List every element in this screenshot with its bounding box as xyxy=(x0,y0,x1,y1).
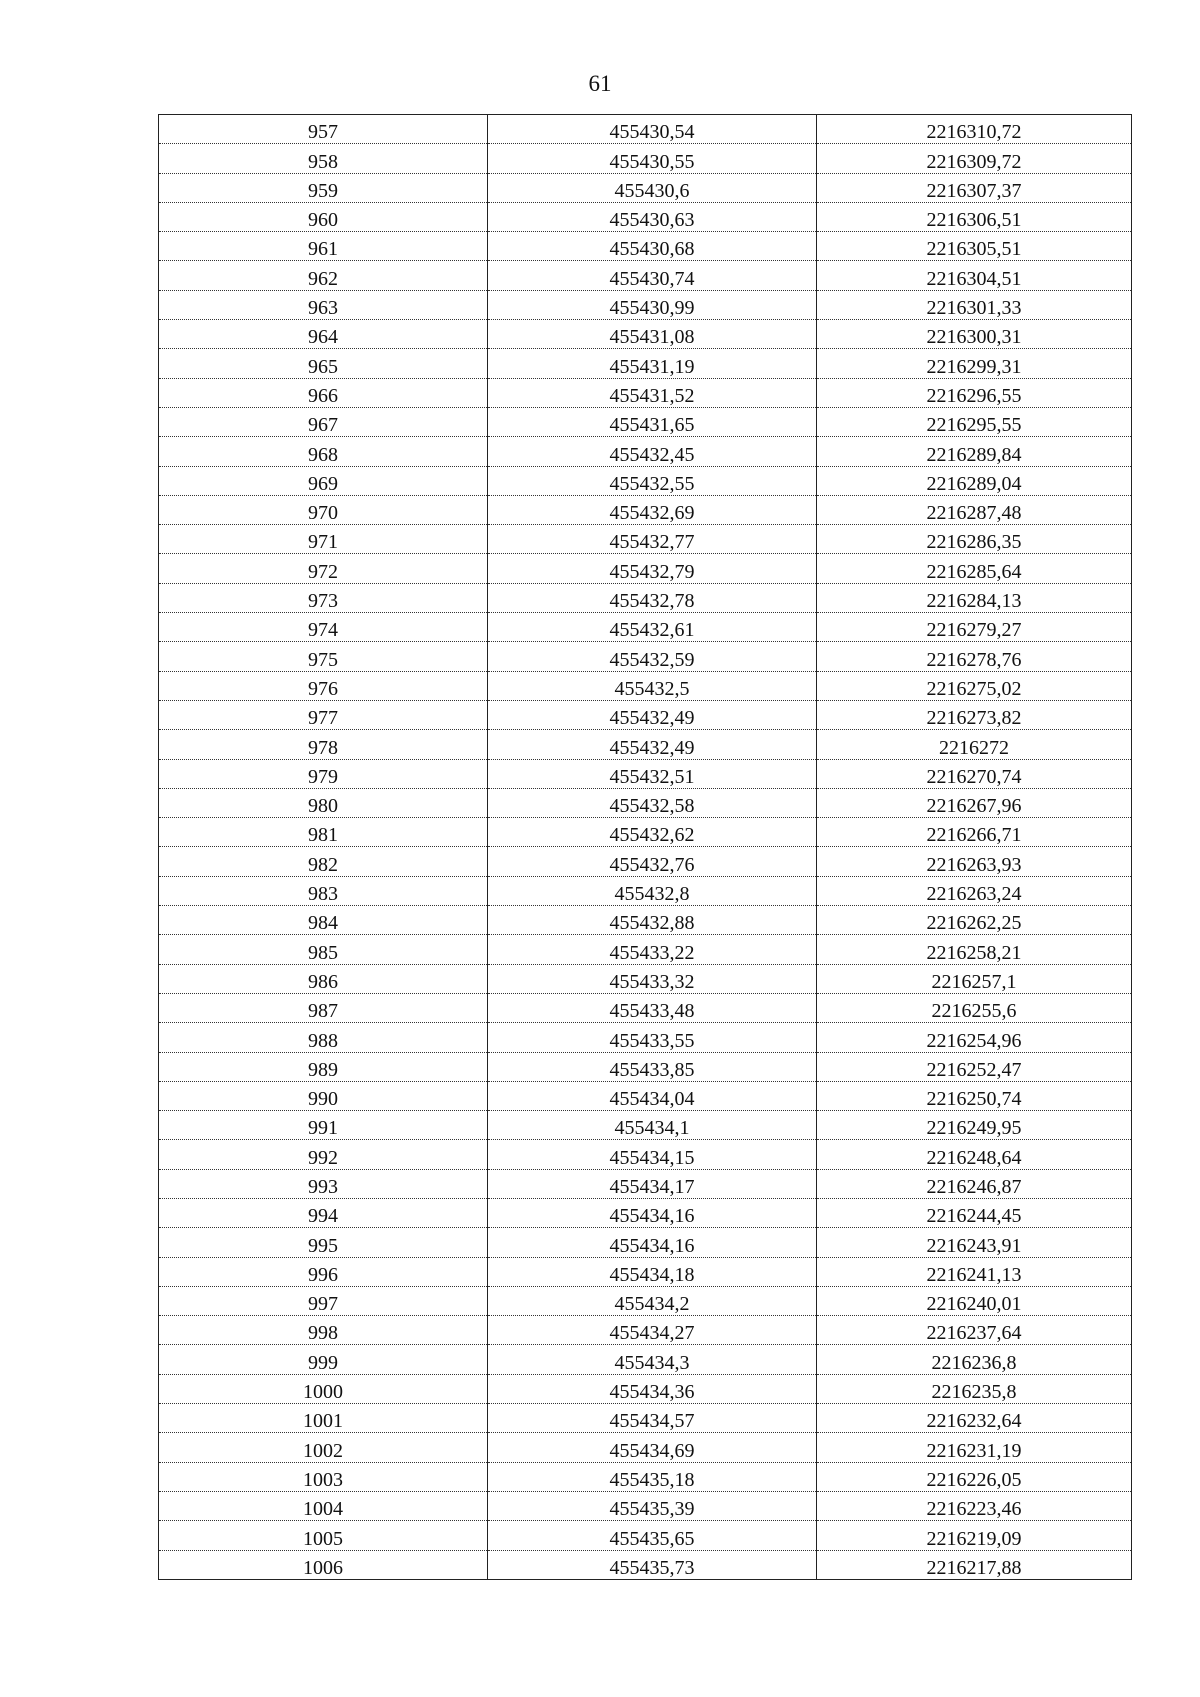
y-coordinate-cell: 2216263,93 xyxy=(817,847,1132,876)
y-coordinate-cell: 2216289,84 xyxy=(817,437,1132,466)
table-row xyxy=(159,466,1132,495)
y-coordinate-cell: 2216243,91 xyxy=(817,1228,1132,1257)
x-coordinate-cell: 455432,49 xyxy=(488,730,817,759)
point-number-cell: 958 xyxy=(159,144,488,173)
point-number-cell: 968 xyxy=(159,437,488,466)
x-coordinate-cell: 455435,73 xyxy=(488,1550,817,1579)
y-coordinate-cell: 2216304,51 xyxy=(817,261,1132,290)
point-number-cell: 991 xyxy=(159,1111,488,1140)
point-number-cell: 961 xyxy=(159,232,488,261)
x-coordinate-cell: 455432,5 xyxy=(488,671,817,700)
table-row xyxy=(159,788,1132,817)
table-row xyxy=(159,818,1132,847)
x-coordinate-cell: 455430,74 xyxy=(488,261,817,290)
y-coordinate-cell: 2216296,55 xyxy=(817,378,1132,407)
table-row xyxy=(159,1374,1132,1403)
y-coordinate-cell: 2216266,71 xyxy=(817,818,1132,847)
point-number-cell: 967 xyxy=(159,407,488,436)
table-row xyxy=(159,876,1132,905)
y-coordinate-cell: 2216275,02 xyxy=(817,671,1132,700)
table-row xyxy=(159,1491,1132,1520)
x-coordinate-cell: 455434,16 xyxy=(488,1198,817,1227)
point-number-cell: 980 xyxy=(159,788,488,817)
y-coordinate-cell: 2216289,04 xyxy=(817,466,1132,495)
x-coordinate-cell: 455434,17 xyxy=(488,1169,817,1198)
y-coordinate-cell: 2216223,46 xyxy=(817,1491,1132,1520)
table-row xyxy=(159,847,1132,876)
point-number-cell: 987 xyxy=(159,993,488,1022)
point-number-cell: 994 xyxy=(159,1198,488,1227)
table-row xyxy=(159,1550,1132,1579)
y-coordinate-cell: 2216307,37 xyxy=(817,173,1132,202)
x-coordinate-cell: 455432,8 xyxy=(488,876,817,905)
point-number-cell: 995 xyxy=(159,1228,488,1257)
y-coordinate-cell: 2216285,64 xyxy=(817,554,1132,583)
x-coordinate-cell: 455433,32 xyxy=(488,964,817,993)
table-row xyxy=(159,1052,1132,1081)
point-number-cell: 988 xyxy=(159,1023,488,1052)
table-row xyxy=(159,1286,1132,1315)
y-coordinate-cell: 2216246,87 xyxy=(817,1169,1132,1198)
y-coordinate-cell: 2216252,47 xyxy=(817,1052,1132,1081)
point-number-cell: 986 xyxy=(159,964,488,993)
y-coordinate-cell: 2216263,24 xyxy=(817,876,1132,905)
table-row xyxy=(159,1228,1132,1257)
x-coordinate-cell: 455432,78 xyxy=(488,583,817,612)
table-row xyxy=(159,261,1132,290)
x-coordinate-cell: 455432,62 xyxy=(488,818,817,847)
y-coordinate-cell: 2216270,74 xyxy=(817,759,1132,788)
x-coordinate-cell: 455434,27 xyxy=(488,1316,817,1345)
y-coordinate-cell: 2216306,51 xyxy=(817,202,1132,231)
x-coordinate-cell: 455432,49 xyxy=(488,700,817,729)
point-number-cell: 978 xyxy=(159,730,488,759)
x-coordinate-cell: 455434,3 xyxy=(488,1345,817,1374)
coordinates-table xyxy=(158,114,1132,1580)
page-number: 61 xyxy=(588,71,612,96)
table-row xyxy=(159,993,1132,1022)
x-coordinate-cell: 455432,55 xyxy=(488,466,817,495)
y-coordinate-cell: 2216286,35 xyxy=(817,525,1132,554)
x-coordinate-cell: 455433,85 xyxy=(488,1052,817,1081)
x-coordinate-cell: 455430,99 xyxy=(488,290,817,319)
table-row xyxy=(159,1023,1132,1052)
table-row xyxy=(159,1433,1132,1462)
table-row xyxy=(159,613,1132,642)
y-coordinate-cell: 2216249,95 xyxy=(817,1111,1132,1140)
y-coordinate-cell: 2216248,64 xyxy=(817,1140,1132,1169)
point-number-cell: 964 xyxy=(159,320,488,349)
x-coordinate-cell: 455432,61 xyxy=(488,613,817,642)
x-coordinate-cell: 455432,45 xyxy=(488,437,817,466)
point-number-cell: 1001 xyxy=(159,1404,488,1433)
point-number-cell: 974 xyxy=(159,613,488,642)
point-number-cell: 963 xyxy=(159,290,488,319)
point-number-cell: 993 xyxy=(159,1169,488,1198)
table-row xyxy=(159,1140,1132,1169)
table-row xyxy=(159,1081,1132,1110)
point-number-cell: 996 xyxy=(159,1257,488,1286)
point-number-cell: 960 xyxy=(159,202,488,231)
x-coordinate-cell: 455431,19 xyxy=(488,349,817,378)
x-coordinate-cell: 455430,55 xyxy=(488,144,817,173)
point-number-cell: 972 xyxy=(159,554,488,583)
point-number-cell: 999 xyxy=(159,1345,488,1374)
table-row xyxy=(159,437,1132,466)
y-coordinate-cell: 2216254,96 xyxy=(817,1023,1132,1052)
y-coordinate-cell: 2216258,21 xyxy=(817,935,1132,964)
y-coordinate-cell: 2216301,33 xyxy=(817,290,1132,319)
y-coordinate-cell: 2216299,31 xyxy=(817,349,1132,378)
point-number-cell: 973 xyxy=(159,583,488,612)
x-coordinate-cell: 455434,69 xyxy=(488,1433,817,1462)
table-row xyxy=(159,554,1132,583)
x-coordinate-cell: 455432,51 xyxy=(488,759,817,788)
y-coordinate-cell: 2216240,01 xyxy=(817,1286,1132,1315)
table-row xyxy=(159,1198,1132,1227)
y-coordinate-cell: 2216310,72 xyxy=(817,115,1132,144)
y-coordinate-cell: 2216236,8 xyxy=(817,1345,1132,1374)
point-number-cell: 998 xyxy=(159,1316,488,1345)
x-coordinate-cell: 455432,58 xyxy=(488,788,817,817)
y-coordinate-cell: 2216237,64 xyxy=(817,1316,1132,1345)
table-row xyxy=(159,407,1132,436)
table-row xyxy=(159,1521,1132,1550)
point-number-cell: 989 xyxy=(159,1052,488,1081)
y-coordinate-cell: 2216244,45 xyxy=(817,1198,1132,1227)
point-number-cell: 966 xyxy=(159,378,488,407)
point-number-cell: 979 xyxy=(159,759,488,788)
table-row xyxy=(159,583,1132,612)
table-row xyxy=(159,290,1132,319)
y-coordinate-cell: 2216273,82 xyxy=(817,700,1132,729)
x-coordinate-cell: 455432,76 xyxy=(488,847,817,876)
point-number-cell: 1004 xyxy=(159,1491,488,1520)
y-coordinate-cell: 2216235,8 xyxy=(817,1374,1132,1403)
point-number-cell: 957 xyxy=(159,115,488,144)
x-coordinate-cell: 455433,55 xyxy=(488,1023,817,1052)
table-row xyxy=(159,759,1132,788)
y-coordinate-cell: 2216287,48 xyxy=(817,495,1132,524)
point-number-cell: 965 xyxy=(159,349,488,378)
x-coordinate-cell: 455434,16 xyxy=(488,1228,817,1257)
x-coordinate-cell: 455430,63 xyxy=(488,202,817,231)
table-row xyxy=(159,642,1132,671)
table-row xyxy=(159,173,1132,202)
table-row xyxy=(159,1462,1132,1491)
y-coordinate-cell: 2216300,31 xyxy=(817,320,1132,349)
y-coordinate-cell: 2216255,6 xyxy=(817,993,1132,1022)
table-row xyxy=(159,378,1132,407)
y-coordinate-cell: 2216232,64 xyxy=(817,1404,1132,1433)
point-number-cell: 983 xyxy=(159,876,488,905)
x-coordinate-cell: 455434,18 xyxy=(488,1257,817,1286)
x-coordinate-cell: 455434,2 xyxy=(488,1286,817,1315)
y-coordinate-cell: 2216250,74 xyxy=(817,1081,1132,1110)
x-coordinate-cell: 455433,48 xyxy=(488,993,817,1022)
y-coordinate-cell: 2216226,05 xyxy=(817,1462,1132,1491)
point-number-cell: 992 xyxy=(159,1140,488,1169)
table-row xyxy=(159,232,1132,261)
x-coordinate-cell: 455432,77 xyxy=(488,525,817,554)
y-coordinate-cell: 2216262,25 xyxy=(817,906,1132,935)
y-coordinate-cell: 2216217,88 xyxy=(817,1550,1132,1579)
point-number-cell: 982 xyxy=(159,847,488,876)
table-row xyxy=(159,115,1132,144)
table-row xyxy=(159,1169,1132,1198)
table-row xyxy=(159,144,1132,173)
point-number-cell: 997 xyxy=(159,1286,488,1315)
point-number-cell: 969 xyxy=(159,466,488,495)
y-coordinate-cell: 2216309,72 xyxy=(817,144,1132,173)
x-coordinate-cell: 455431,65 xyxy=(488,407,817,436)
x-coordinate-cell: 455435,18 xyxy=(488,1462,817,1491)
x-coordinate-cell: 455433,22 xyxy=(488,935,817,964)
y-coordinate-cell: 2216279,27 xyxy=(817,613,1132,642)
table-row xyxy=(159,1257,1132,1286)
x-coordinate-cell: 455432,79 xyxy=(488,554,817,583)
y-coordinate-cell: 2216295,55 xyxy=(817,407,1132,436)
point-number-cell: 970 xyxy=(159,495,488,524)
x-coordinate-cell: 455432,88 xyxy=(488,906,817,935)
table-row xyxy=(159,730,1132,759)
point-number-cell: 1003 xyxy=(159,1462,488,1491)
table-row xyxy=(159,202,1132,231)
x-coordinate-cell: 455435,65 xyxy=(488,1521,817,1550)
point-number-cell: 1006 xyxy=(159,1550,488,1579)
y-coordinate-cell: 2216241,13 xyxy=(817,1257,1132,1286)
point-number-cell: 981 xyxy=(159,818,488,847)
point-number-cell: 971 xyxy=(159,525,488,554)
table-row xyxy=(159,349,1132,378)
y-coordinate-cell: 2216284,13 xyxy=(817,583,1132,612)
x-coordinate-cell: 455435,39 xyxy=(488,1491,817,1520)
y-coordinate-cell: 2216257,1 xyxy=(817,964,1132,993)
y-coordinate-cell: 2216305,51 xyxy=(817,232,1132,261)
y-coordinate-cell: 2216267,96 xyxy=(817,788,1132,817)
point-number-cell: 1002 xyxy=(159,1433,488,1462)
table-row xyxy=(159,1316,1132,1345)
point-number-cell: 977 xyxy=(159,700,488,729)
x-coordinate-cell: 455430,54 xyxy=(488,115,817,144)
table-row xyxy=(159,320,1132,349)
x-coordinate-cell: 455434,1 xyxy=(488,1111,817,1140)
table-row xyxy=(159,495,1132,524)
point-number-cell: 985 xyxy=(159,935,488,964)
point-number-cell: 975 xyxy=(159,642,488,671)
point-number-cell: 976 xyxy=(159,671,488,700)
y-coordinate-cell: 2216278,76 xyxy=(817,642,1132,671)
x-coordinate-cell: 455434,04 xyxy=(488,1081,817,1110)
point-number-cell: 962 xyxy=(159,261,488,290)
point-number-cell: 1000 xyxy=(159,1374,488,1403)
coordinates-table-body xyxy=(159,115,1132,1580)
y-coordinate-cell: 2216219,09 xyxy=(817,1521,1132,1550)
x-coordinate-cell: 455430,68 xyxy=(488,232,817,261)
point-number-cell: 959 xyxy=(159,173,488,202)
table-row xyxy=(159,700,1132,729)
x-coordinate-cell: 455434,36 xyxy=(488,1374,817,1403)
point-number-cell: 990 xyxy=(159,1081,488,1110)
x-coordinate-cell: 455434,15 xyxy=(488,1140,817,1169)
x-coordinate-cell: 455432,59 xyxy=(488,642,817,671)
point-number-cell: 984 xyxy=(159,906,488,935)
y-coordinate-cell: 2216272 xyxy=(817,730,1132,759)
x-coordinate-cell: 455432,69 xyxy=(488,495,817,524)
table-row xyxy=(159,1404,1132,1433)
table-row xyxy=(159,525,1132,554)
x-coordinate-cell: 455434,57 xyxy=(488,1404,817,1433)
x-coordinate-cell: 455431,08 xyxy=(488,320,817,349)
table-row xyxy=(159,906,1132,935)
x-coordinate-cell: 455431,52 xyxy=(488,378,817,407)
table-row xyxy=(159,1111,1132,1140)
y-coordinate-cell: 2216231,19 xyxy=(817,1433,1132,1462)
table-row xyxy=(159,671,1132,700)
point-number-cell: 1005 xyxy=(159,1521,488,1550)
table-row xyxy=(159,935,1132,964)
table-row xyxy=(159,964,1132,993)
table-row xyxy=(159,1345,1132,1374)
x-coordinate-cell: 455430,6 xyxy=(488,173,817,202)
